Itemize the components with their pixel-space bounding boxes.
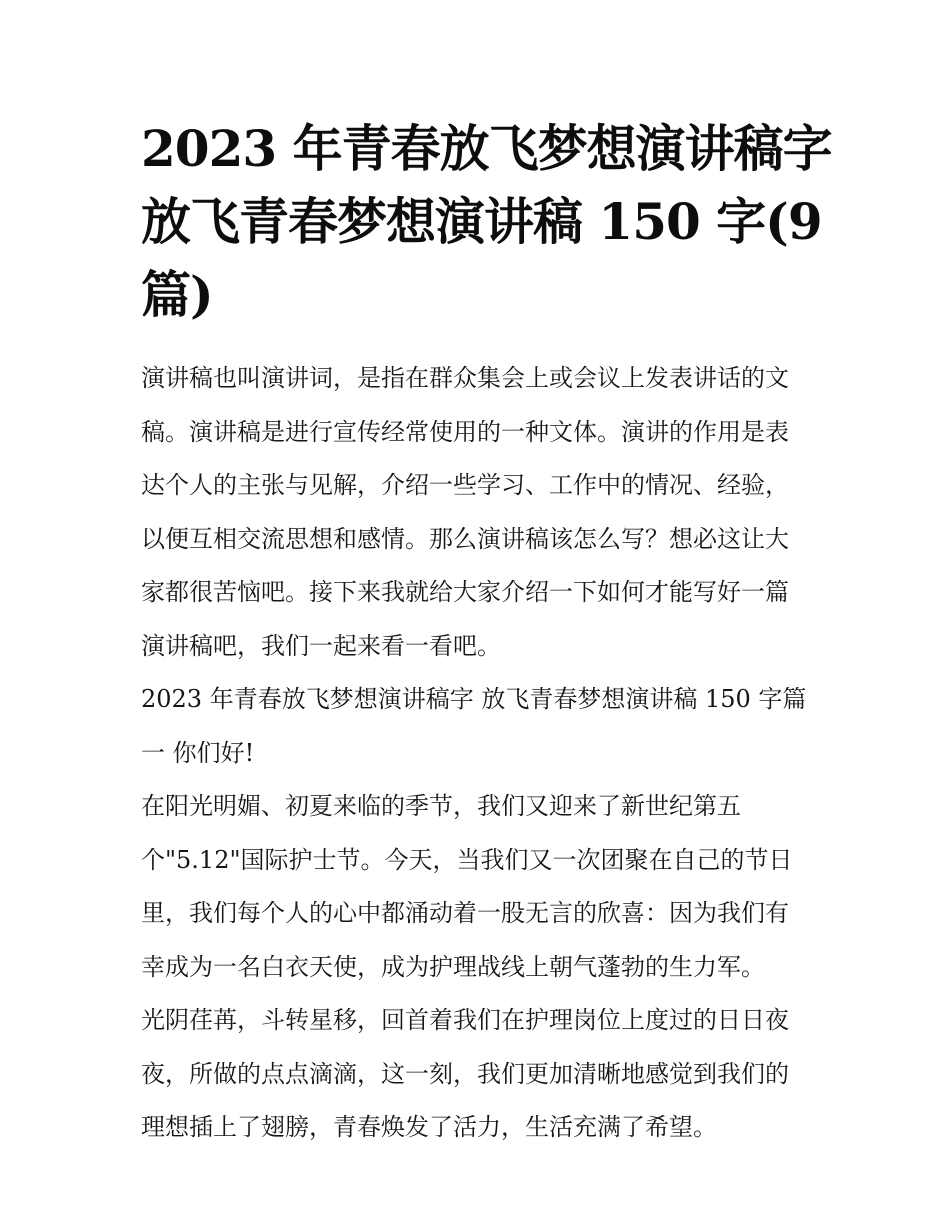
text-line: 个"5.12"国际护士节。今天，当我们又一次团聚在自己的节日 bbox=[141, 845, 793, 874]
text-line: 一 你们好! bbox=[141, 738, 255, 767]
text-line: 2023 年青春放飞梦想演讲稿字 放飞青春梦想演讲稿 150 字篇 bbox=[141, 685, 807, 713]
text-line: 稿。演讲稿是进行宣传经常使用的一种文体。演讲的作用是表 bbox=[141, 417, 789, 446]
text-line: 光阴荏苒，斗转星移，回首着我们在护理岗位上度过的日日夜 bbox=[141, 1006, 789, 1034]
text-line: 演讲稿也叫演讲词，是指在群众集会上或会议上发表讲话的文 bbox=[141, 364, 789, 392]
paragraph-intro bbox=[141, 352, 821, 673]
text-line: 幸成为一名白衣天使，成为护理战线上朝气蓬勃的生力军。 bbox=[141, 952, 765, 981]
title-line: 放飞青春梦想演讲稿 150 字(9 bbox=[141, 192, 822, 251]
text-line: 在阳光明媚、初夏来临的季节，我们又迎来了新世纪第五 bbox=[141, 792, 741, 820]
document-title bbox=[141, 112, 832, 331]
text-line: 理想插上了翅膀，青春焕发了活力，生活充满了希望。 bbox=[141, 1113, 717, 1141]
text-line: 演讲稿吧，我们一起来看一看吧。 bbox=[141, 631, 501, 660]
text-line: 家都很苦恼吧。接下来我就给大家介绍一下如何才能写好一篇 bbox=[141, 578, 789, 606]
text-line: 以便互相交流思想和感情。那么演讲稿该怎么写？想必这让大 bbox=[141, 524, 789, 553]
text-line: 里，我们每个人的心中都涌动着一股无言的欣喜：因为我们有 bbox=[141, 899, 789, 927]
title-line: 篇) bbox=[141, 265, 213, 324]
document-page bbox=[141, 112, 832, 1155]
title-line: 2023 年青春放飞梦想演讲稿字 bbox=[141, 119, 832, 178]
paragraph-section-heading bbox=[141, 673, 821, 780]
text-line: 达个人的主张与见解，介绍一些学习、工作中的情况、经验， bbox=[141, 471, 789, 499]
paragraph-nurses-day bbox=[141, 780, 821, 994]
document-body bbox=[141, 352, 821, 1155]
paragraph-reflection bbox=[141, 994, 821, 1155]
text-line: 夜，所做的点点滴滴，这一刻，我们更加清晰地感觉到我们的 bbox=[141, 1059, 789, 1088]
